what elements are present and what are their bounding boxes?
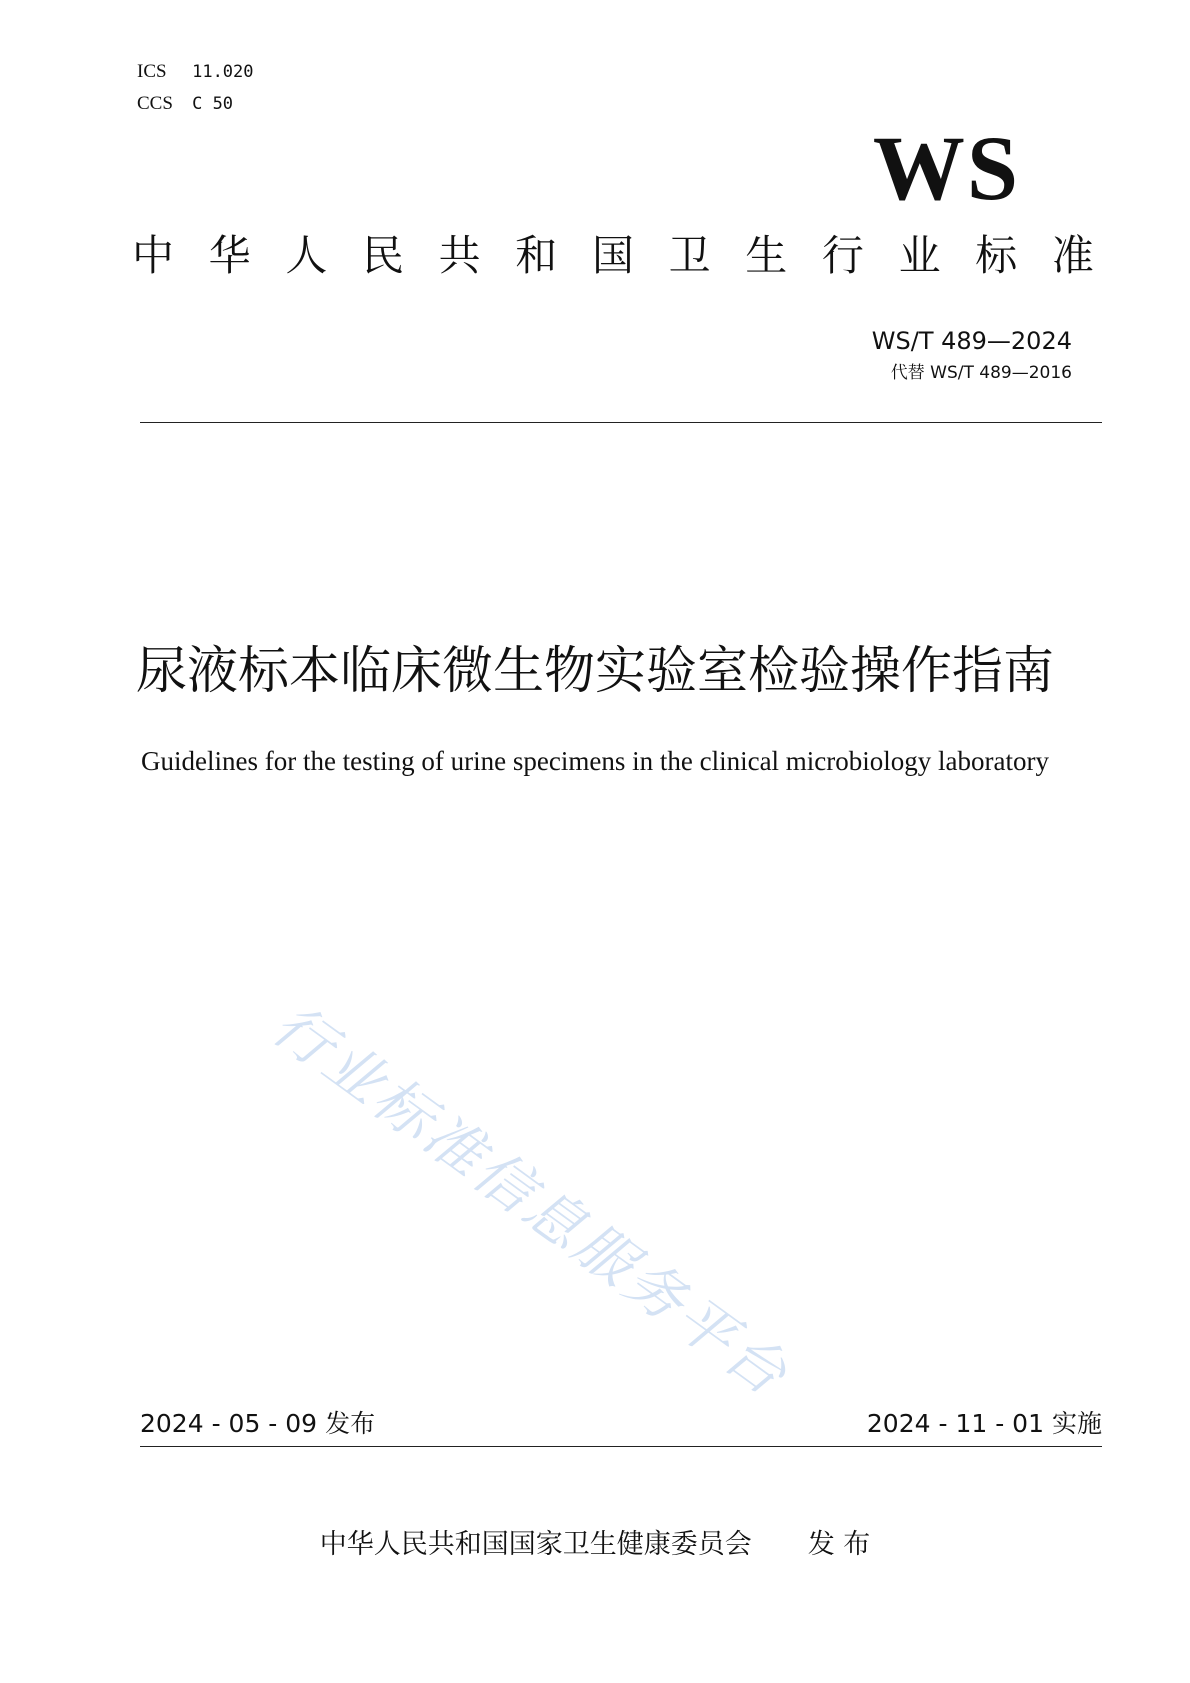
issue-date-label: 发布: [325, 1409, 376, 1438]
top-divider: [140, 422, 1102, 423]
title-char: 卫: [668, 231, 711, 280]
ccs-value: C 50: [192, 94, 234, 114]
title-char: 标: [975, 231, 1018, 280]
title-char: 业: [898, 231, 941, 280]
document-title-en: Guidelines for the testing of urine specimens in the clinical microbiology laboratory: [140, 746, 1049, 776]
implement-date-label: 实施: [1051, 1409, 1102, 1438]
document-title-cn: 尿液标本临床微生物实验室检验操作指南: [135, 642, 1054, 701]
title-char: 民: [361, 231, 404, 280]
implement-date-value: 2024 - 11 - 01: [866, 1409, 1044, 1438]
ws-logo: WS: [872, 117, 1020, 219]
implement-date: [867, 1408, 1102, 1440]
publisher-name: 中华人民共和国国家卫生健康委员会: [319, 1529, 752, 1560]
standard-number: WS/T 489—2024: [871, 327, 1072, 355]
title-char: 共: [438, 231, 481, 280]
title-char: 行: [821, 231, 864, 280]
publisher-line: [0, 1528, 1190, 1562]
standard-category-title: [132, 230, 1094, 282]
ics-line: [137, 56, 254, 88]
issue-date: [140, 1408, 375, 1440]
title-char: 人: [285, 231, 328, 280]
bottom-divider: [140, 1446, 1102, 1447]
title-char: 华: [208, 231, 251, 280]
title-char: 国: [591, 231, 634, 280]
title-char: 中: [132, 231, 175, 280]
title-char: 生: [745, 231, 788, 280]
classification-block: [137, 56, 254, 120]
issue-date-value: 2024 - 05 - 09: [140, 1409, 318, 1438]
ics-label: ICS: [137, 61, 167, 82]
title-char: 和: [515, 231, 558, 280]
ics-value: 11.020: [192, 62, 254, 82]
replaces-note: 代替 WS/T 489—2016: [890, 363, 1072, 383]
ccs-line: [137, 88, 254, 120]
watermark: 行业标准信息服务平台: [260, 990, 802, 1410]
ccs-label: CCS: [137, 93, 173, 114]
publisher-label: 发 布: [807, 1529, 871, 1560]
title-char: 准: [1051, 231, 1094, 280]
